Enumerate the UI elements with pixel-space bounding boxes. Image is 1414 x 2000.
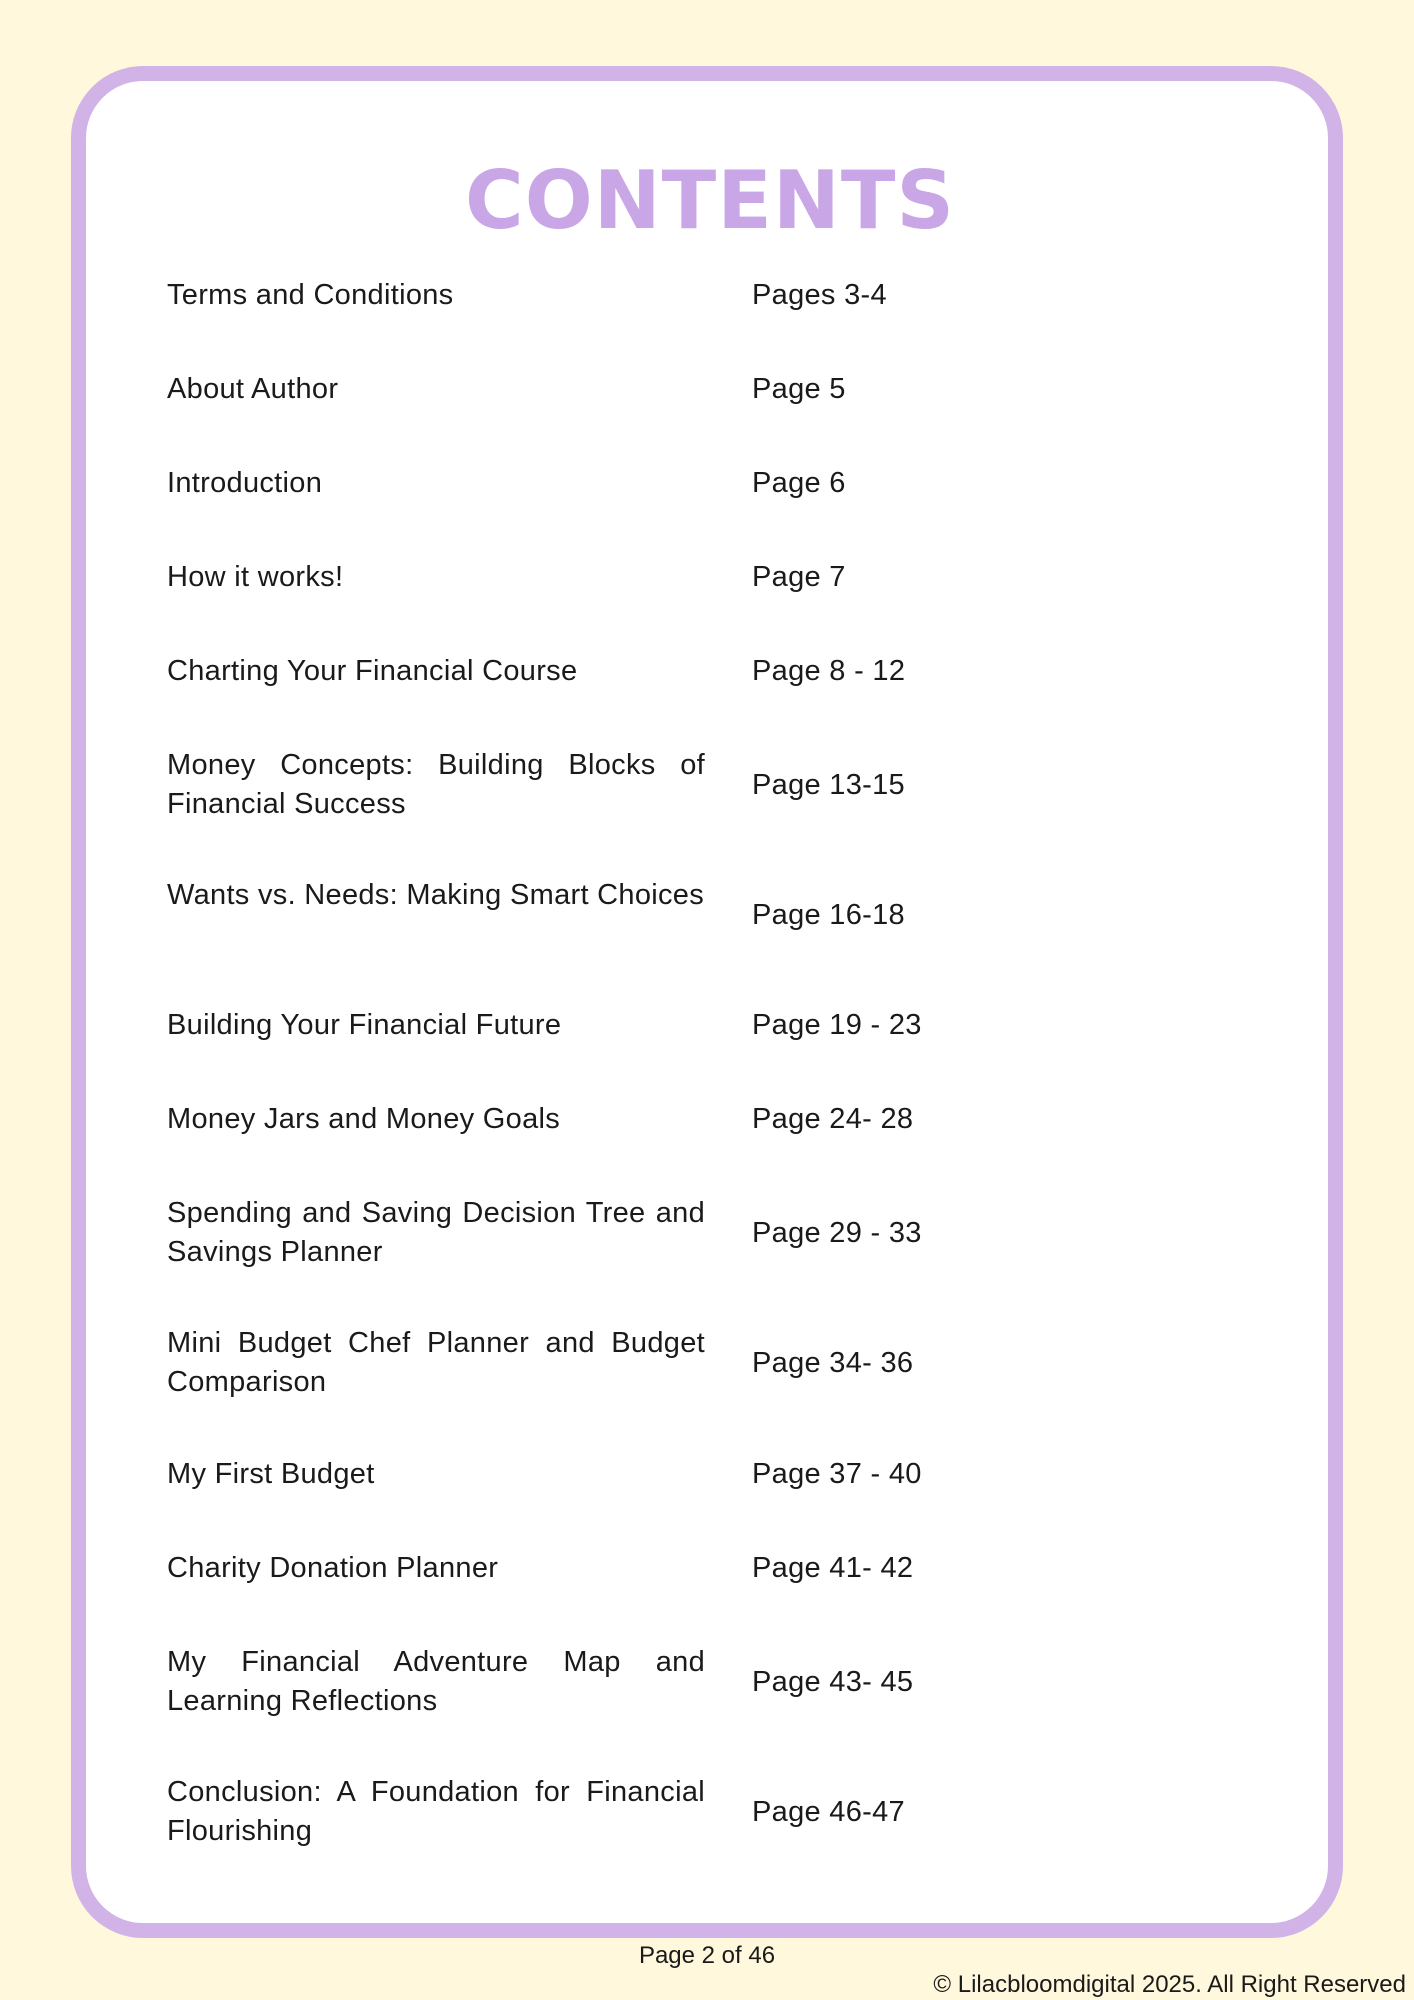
toc-entry-pages: Page 46-47 xyxy=(752,1796,905,1828)
toc-entry-title: How it works! xyxy=(167,561,344,593)
toc-entry-pages: Page 13-15 xyxy=(752,769,905,801)
toc-entry-title: My First Budget xyxy=(167,1458,375,1490)
toc-entry-title: Money Concepts: Building Blocks of Financial Success xyxy=(167,749,705,820)
toc-entry-pages: Page 34- 36 xyxy=(752,1347,914,1379)
contents-title: CONTENTS xyxy=(464,154,956,247)
toc-entry-pages: Page 43- 45 xyxy=(752,1666,914,1698)
toc-entry-pages: Page 8 - 12 xyxy=(752,655,906,687)
toc-entry-pages: Page 19 - 23 xyxy=(752,1009,922,1041)
table-of-contents xyxy=(86,81,1328,1923)
toc-entry-title: Wants vs. Needs: Making Smart Choices xyxy=(167,879,705,911)
toc-entry-pages: Page 41- 42 xyxy=(752,1552,914,1584)
toc-entry-title: Introduction xyxy=(167,467,323,499)
toc-entry-pages: Page 37 - 40 xyxy=(752,1458,922,1490)
toc-entry-pages: Page 24- 28 xyxy=(752,1103,914,1135)
toc-entry-pages: Page 7 xyxy=(752,561,846,593)
toc-entry-title: Money Jars and Money Goals xyxy=(167,1103,561,1135)
toc-entry-title: Charting Your Financial Course xyxy=(167,655,578,687)
toc-entry-title: Mini Budget Chef Planner and Budget Comparison xyxy=(167,1327,705,1398)
toc-entry-title: Spending and Saving Decision Tree and Savings Planner xyxy=(167,1197,705,1268)
toc-entry-pages: Page 16-18 xyxy=(752,899,905,931)
toc-entry-title: Conclusion: A Foundation for Financial Flourishing xyxy=(167,1776,705,1847)
contents-card xyxy=(71,66,1343,1938)
toc-entry-title: Building Your Financial Future xyxy=(167,1009,562,1041)
toc-entry-title: About Author xyxy=(167,373,339,405)
toc-entry-title: Charity Donation Planner xyxy=(167,1552,499,1584)
toc-entry-pages: Pages 3-4 xyxy=(752,279,887,311)
copyright-notice: © Lilacbloomdigital 2025. All Right Reserved xyxy=(933,1971,1406,1998)
toc-entry-title: Terms and Conditions xyxy=(167,279,454,311)
toc-entry-pages: Page 29 - 33 xyxy=(752,1217,922,1249)
page-number: Page 2 of 46 xyxy=(638,1942,776,1969)
toc-entry-pages: Page 5 xyxy=(752,373,846,405)
toc-entry-title: My Financial Adventure Map and Learning Reflections xyxy=(167,1646,705,1717)
toc-entry-pages: Page 6 xyxy=(752,467,846,499)
